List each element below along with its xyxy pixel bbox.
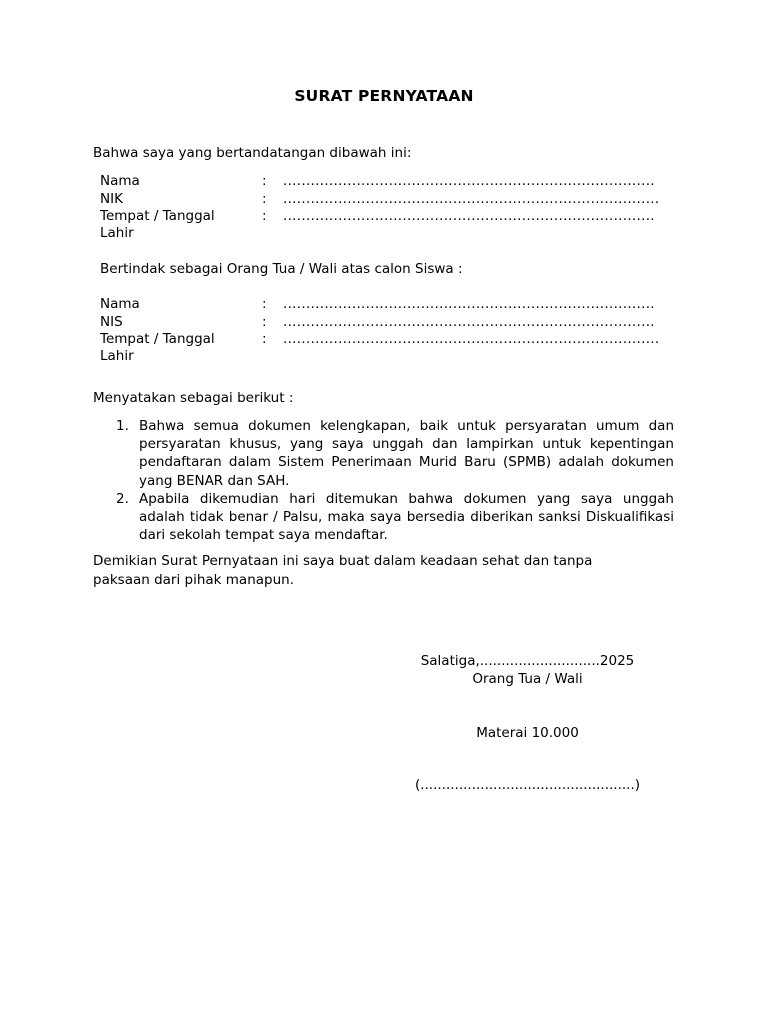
statement-list xyxy=(116,417,674,544)
document-title: SURAT PERNYATAAN xyxy=(294,87,474,105)
field-colon: : xyxy=(262,190,267,207)
field-colon: : xyxy=(262,296,267,312)
list-item xyxy=(116,417,674,490)
field-label: Tempat / Tanggal Lahir xyxy=(100,331,215,364)
field-fill-line: .................................................................................. xyxy=(283,331,660,347)
field-colon: : xyxy=(262,331,267,347)
field-fill-line: ................................................................................. xyxy=(283,296,655,312)
place-date: Salatiga,............................2025 xyxy=(420,653,635,669)
field-label: Tempat / Tanggal Lahir xyxy=(100,208,215,241)
signer-role: Orang Tua / Wali xyxy=(472,671,583,687)
field-label: NIS xyxy=(100,313,123,330)
signature-name-line: (..................................................) xyxy=(414,777,641,793)
field-fill-line: .................................................................................. xyxy=(283,190,660,207)
list-number: 2. xyxy=(116,490,129,507)
declare-heading: Menyatakan sebagai berikut : xyxy=(93,390,294,406)
field-colon: : xyxy=(262,313,267,330)
field-label: NIK xyxy=(100,190,123,207)
list-item xyxy=(116,490,674,545)
field-fill-line: ................................................................................. xyxy=(283,208,655,224)
field-fill-line: ................................................................................. xyxy=(283,313,655,330)
field-label: Nama xyxy=(100,173,140,189)
statement-text: Apabila dikemudian hari ditemukan bahwa dokumen yang saya unggah adalah tidak benar / Palsu, maka saya bersedia diberikan sanksi Diskualifikasi dari sekolah tempat saya mendaftar. xyxy=(139,490,674,544)
acting-as-text: Bertindak sebagai Orang Tua / Wali atas calon Siswa : xyxy=(100,261,463,277)
statement-text: Bahwa semua dokumen kelengkapan, baik untuk persyaratan umum dan persyaratan khusus, yang saya unggah dan lampirkan untuk kepentingan pendaftaran dalam Sistem Penerimaan Murid Baru (SPMB) adalah dokumen yang BENAR dan SAH. xyxy=(139,418,674,489)
stamp-duty-label: Materai 10.000 xyxy=(476,725,579,741)
field-colon: : xyxy=(262,208,267,224)
closing-text: Demikian Surat Pernyataan ini saya buat dalam keadaan sehat dan tanpa paksaan dari pihak manapun. xyxy=(93,553,593,588)
field-fill-line: ................................................................................. xyxy=(283,173,655,189)
field-label: Nama xyxy=(100,296,140,312)
field-colon: : xyxy=(262,173,267,189)
intro-text: Bahwa saya yang bertandatangan dibawah ini: xyxy=(93,145,412,161)
list-number: 1. xyxy=(116,418,129,434)
